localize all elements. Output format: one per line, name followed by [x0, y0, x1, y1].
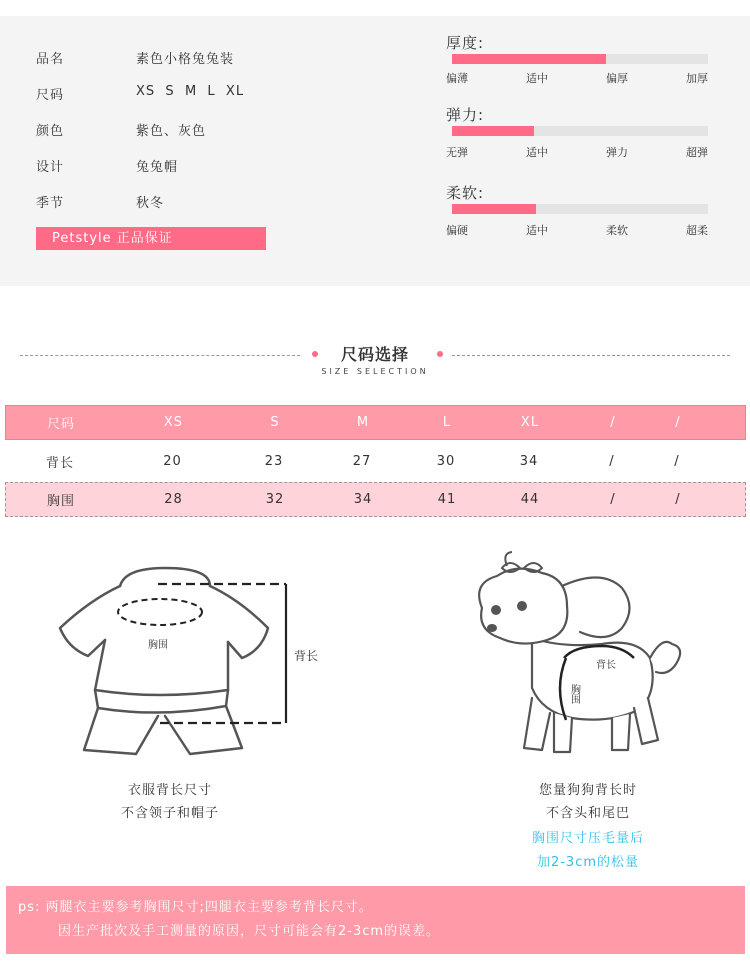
meter-label: 适中: [526, 72, 548, 85]
info-value: 素色小格兔兔装: [136, 52, 235, 67]
row-label: 胸围: [46, 494, 75, 509]
thickness-meter: [446, 32, 708, 85]
section-title: 尺码选择: [340, 345, 409, 364]
dog-tail: [650, 642, 680, 673]
info-value: 紫色、灰色: [136, 124, 207, 139]
table-cell: 41: [437, 492, 457, 507]
back-label: 背长: [294, 649, 319, 663]
clothes-caption-1: 衣服背长尺寸: [127, 783, 212, 798]
dog-ear: [562, 577, 630, 637]
meter-label: 加厚: [686, 72, 708, 85]
dog-chest-label: 胸围: [568, 684, 580, 704]
table-cell: /: [610, 492, 616, 507]
right-leg: [165, 706, 242, 754]
right-sleeve: [210, 586, 268, 658]
meter-labels: [446, 70, 708, 86]
meter-fill: [452, 126, 534, 136]
chest-dashed-ellipse: [118, 599, 202, 625]
info-key: 品名: [36, 52, 65, 67]
elasticity-meter: [446, 104, 708, 159]
table-cell: /: [609, 454, 615, 469]
table-row: [5, 482, 746, 517]
left-sleeve: [60, 586, 120, 656]
section-subtitle: SIZE SELECTION: [321, 367, 429, 376]
info-value: 兔兔帽: [136, 160, 179, 175]
divider-right: [452, 355, 730, 356]
meter-track: [452, 126, 708, 136]
meter-label: 偏薄: [446, 72, 468, 85]
row-label: 背长: [45, 456, 74, 471]
dog-measure-illustration: [462, 548, 692, 768]
dog-back-label: 背长: [596, 660, 616, 671]
header-cell: XS: [163, 415, 184, 430]
softness-meter: [446, 182, 708, 237]
meter-fill: [452, 204, 536, 214]
header-cell: S: [270, 415, 280, 430]
meter-label: 超弹: [686, 146, 708, 159]
meter-label: 超柔: [686, 224, 708, 237]
info-value: XS S M L XL: [136, 84, 245, 99]
table-cell: 32: [265, 492, 285, 507]
guarantee-badge: Petstyle 正品保证: [36, 227, 266, 250]
table-cell: /: [675, 492, 681, 507]
header-cell: /: [675, 415, 681, 430]
table-cell: 44: [520, 492, 540, 507]
size-section-heading: [0, 340, 750, 380]
meter-label: 弹力: [606, 146, 628, 159]
meter-labels: [446, 222, 708, 238]
table-row: [5, 443, 746, 480]
header-cell: XL: [520, 415, 540, 430]
table-cell: 20: [163, 454, 182, 469]
meter-label: 适中: [526, 146, 548, 159]
meter-title: 柔软:: [446, 184, 485, 202]
header-cell: M: [356, 415, 370, 430]
dog-eye-left: [491, 605, 501, 615]
table-cell: 34: [353, 492, 373, 507]
info-key: 设计: [36, 160, 65, 175]
meter-label: 柔软: [606, 224, 628, 237]
meter-label: 适中: [526, 224, 548, 237]
info-key: 尺码: [36, 88, 65, 103]
table-cell: 34: [519, 454, 539, 469]
table-cell: 23: [264, 454, 284, 469]
meter-label: 偏厚: [606, 72, 628, 85]
table-cell: 27: [352, 454, 372, 469]
header-cell: L: [442, 415, 452, 430]
footer-line-2: 因生产批次及手工测量的原因，尺寸可能会有2-3cm的误差。: [58, 924, 441, 939]
product-info-panel: [0, 16, 750, 286]
clothes-caption-2: 不含领子和帽子: [120, 806, 219, 821]
dog-note-2: 加2-3cm的松量: [536, 855, 640, 870]
meter-labels: [446, 144, 708, 160]
meter-title: 弹力:: [446, 106, 485, 124]
dog-leg-front-right: [554, 713, 572, 752]
header-cell: 尺码: [46, 417, 75, 432]
table-header-row: [5, 405, 746, 440]
table-cell: 28: [164, 492, 183, 507]
footer-line-1: ps: 两腿衣主要参考胸围尺寸;四腿衣主要参考背长尺寸。: [18, 900, 373, 915]
info-value: 秋冬: [136, 196, 165, 211]
meter-label: 偏硬: [446, 224, 468, 237]
header-cell: /: [610, 415, 616, 430]
dog-eye-right: [517, 601, 527, 611]
table-cell: 30: [436, 454, 456, 469]
footer-note: [6, 886, 745, 954]
dog-leg-back-left: [612, 714, 630, 750]
chest-label: 胸围: [148, 640, 168, 651]
info-key: 季节: [36, 196, 65, 211]
size-table: [5, 405, 746, 517]
left-leg: [84, 708, 158, 754]
dog-caption-2: 不含头和尾巴: [545, 806, 630, 821]
dog-caption-1: 您量狗狗背长时: [538, 783, 637, 798]
meter-title: 厚度:: [446, 34, 485, 52]
table-cell: /: [674, 454, 680, 469]
clothes-measure-illustration: [50, 560, 340, 760]
meter-label: 无弹: [446, 146, 468, 159]
meter-fill: [452, 54, 606, 64]
meter-track: [452, 54, 708, 64]
dog-nose: [487, 624, 497, 632]
dog-note-1: 胸围尺寸压毛量后: [531, 831, 644, 846]
info-key: 颜色: [36, 124, 65, 139]
meter-track: [452, 204, 708, 214]
heading-dot-right: [437, 351, 443, 357]
